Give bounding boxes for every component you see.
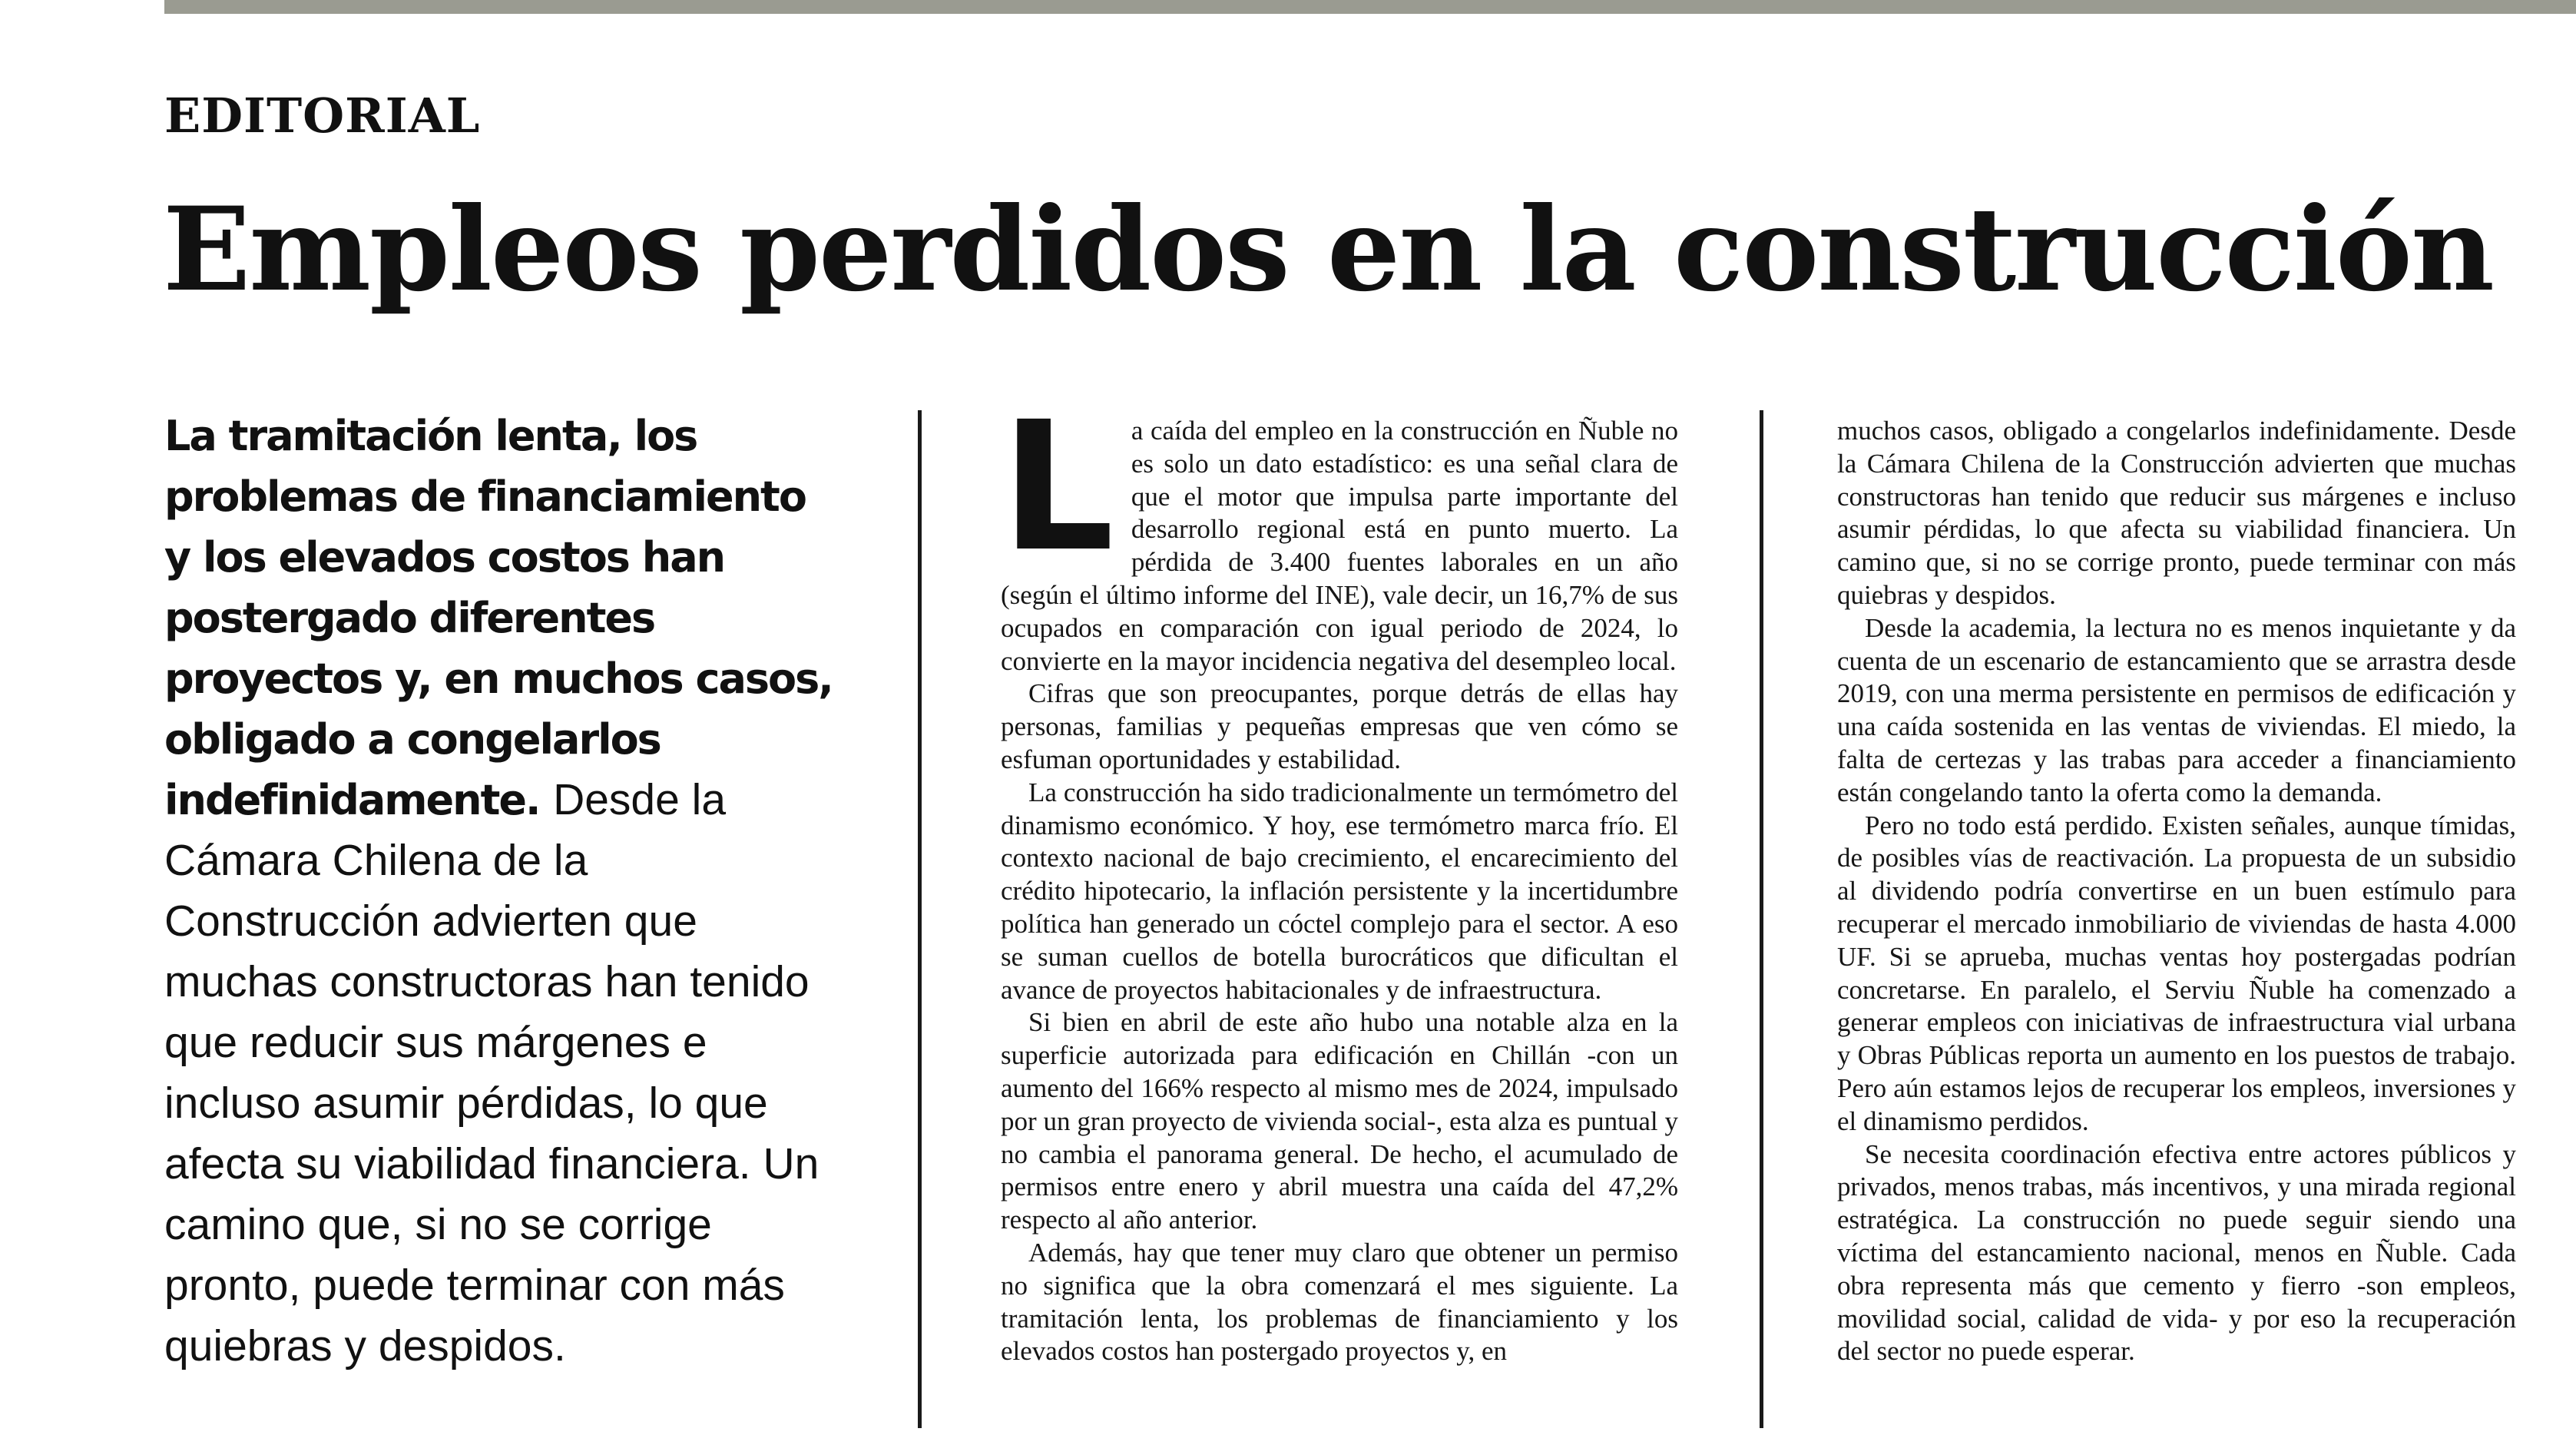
- paragraph: La construcción ha sido tradicionalmente un termómetro del dinamismo económico. Y hoy, ese termómetro marca frío. El contexto nacional de bajo crecimiento, el encarecimiento del crédito hipotecario, la inflación persistente y la incertidumbre política han generado un cóctel complejo para el sector. A eso se suman cuellos de botella burocráticos que dificultan el avance de proyectos habitacionales y de infraestructura.: [1001, 777, 1678, 1005]
- column-divider-2: [1760, 410, 1763, 1428]
- paragraph: muchos casos, obligado a congelarlos indefinidamente. Desde la Cámara Chilena de la Construcción advierten que muchas constructoras han tenido que reducir sus márgenes e incluso asumir pérdidas, lo que afecta su viabilidad financiera. Un camino que, si no se corrige pronto, puede terminar con más quiebras y despidos.: [1837, 416, 2516, 610]
- paragraph: Desde la academia, la lectura no es menos inquietante y da cuenta de un escenario de estancamiento que se arrastra desde 2019, con una merma persistente en permisos de edificación y una caída sostenida en las ventas de viviendas. El miedo, la falta de certezas y las trabas para acceder a financiamiento están congelando tanto la oferta como la demanda.: [1837, 612, 2516, 807]
- column-divider-1: [918, 410, 922, 1428]
- paragraph: Si bien en abril de este año hubo una notable alza en la superficie autorizada para edificación en Chillán -con un aumento del 166% respecto al mismo mes de 2024, impulsado por un gran proyecto de vivienda social-, esta alza es puntual y no cambia el panorama general. De hecho, el acumulado de permisos entre enero y abril muestra una caída del 47,2% respecto al año anterior.: [1001, 1007, 1678, 1235]
- paragraph: a caída del empleo en la construcción en Ñuble no es solo un dato estadístico: es una señal clara de que el motor que impulsa parte importante del desarrollo regional está en punto muerto. La pérdida de 3.400 fuentes laborales en un año (según el último informe del INE), vale decir, un 16,7% de sus ocupados en comparación con igual periodo de 2024, lo convierte en la mayor incidencia negativa del desempleo local.: [1001, 416, 1678, 676]
- body-column-2: [1837, 415, 2516, 1368]
- section-label: EDITORIAL: [164, 88, 481, 144]
- body-column-1: [1001, 383, 1678, 1368]
- paragraph: Cifras que son preocupantes, porque detrás de ellas hay personas, familias y pequeñas empresas que ven cómo se esfuman oportunidades y estabilidad.: [1001, 678, 1678, 774]
- paragraph: Pero no todo está perdido. Existen señales, aunque tímidas, de posibles vías de reactivación. La propuesta de un subsidio al dividendo podría convertirse en un buen estímulo para recuperar el mercado inmobiliario de viviendas de hasta 4.000 UF. Si se aprueba, muchas ventas hoy postergadas podrían concretarse. En paralelo, el Serviu Ñuble ha comenzado a generar empleos con iniciativas de infraestructura vial urbana y Obras Públicas reporta un aumento en los puestos de trabajo. Pero aún estamos lejos de recuperar los empleos, inversiones y el dinamismo perdidos.: [1837, 810, 2516, 1136]
- paragraph: Además, hay que tener muy claro que obtener un permiso no significa que la obra comenzará el mes siguiente. La tramitación lenta, los problemas de financiamiento y los elevados costos han postergado proyectos y, en: [1001, 1237, 1678, 1367]
- top-rule-bar: [164, 0, 2576, 14]
- lead-summary: [164, 406, 840, 1377]
- headline: Empleos perdidos en la construcción: [163, 182, 2494, 317]
- lead-normal-text: Desde la Cámara Chilena de la Construcción advierten que muchas constructoras han tenido que reducir sus márgenes e incluso asumir pérdidas, lo que afecta su viabilidad financiera. Un camino que, si no se corrige pronto, puede terminar con más quiebras y despidos.: [164, 775, 819, 1370]
- lead-strong-text: La tramitación lenta, los problemas de financiamiento y los elevados costos han postergado diferentes proyectos y, en muchos casos, obligado a congelarlos indefinidamente.: [164, 412, 833, 824]
- drop-cap: L: [1001, 383, 1114, 591]
- paragraph: Se necesita coordinación efectiva entre actores públicos y privados, menos trabas, más incentivos, y una mirada regional estratégica. La construcción no puede seguir siendo una víctima del estancamiento nacional, menos en Ñuble. Cada obra representa más que cemento y fierro -son empleos, movilidad social, calidad de vida- y por eso la recuperación del sector no puede esperar.: [1837, 1138, 2516, 1367]
